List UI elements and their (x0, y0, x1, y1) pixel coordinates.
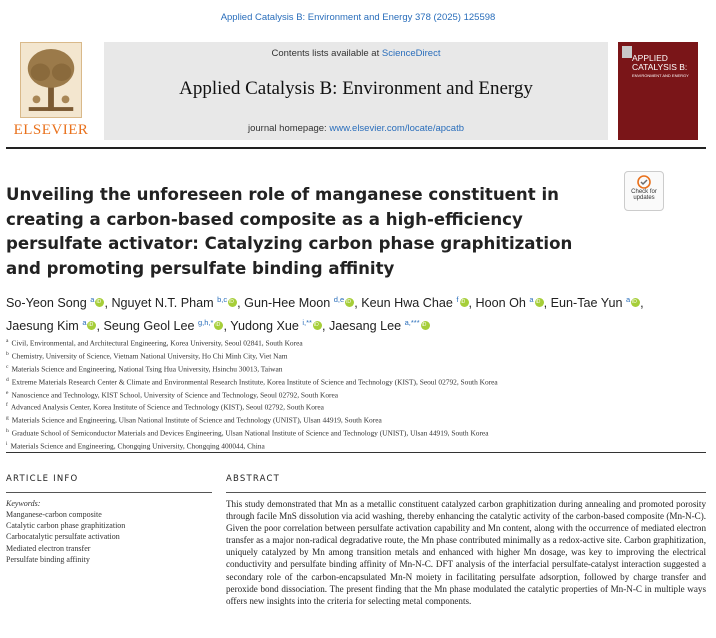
orcid-icon[interactable] (87, 321, 96, 330)
orcid-icon[interactable] (95, 298, 104, 307)
publisher-name: ELSEVIER (13, 122, 89, 138)
affiliation-item (6, 413, 706, 426)
author-name[interactable] (103, 319, 223, 333)
author-name[interactable] (361, 296, 468, 310)
author-list: So-Yeon Song $^a$iD , Nguyet N.T. Pham $^{b,c}$iD , Gun-Hee Moon $^{d,e}$iD , Keun Hwa Chae $^f$iD , Hoon Oh $^a$iD , Eun-Tae Yun $^a$iD , Jaesung Kim $^a$iD , Seung Geol Lee $^{g,h,*}$iD , Yudong Xue $^{i,**}$iD , Jaesang Lee $^{a,***}$iD (6, 290, 706, 336)
tree-logo-icon (20, 42, 82, 118)
author-name-text: Gun-Hee Moon (244, 296, 331, 311)
affiliation-text: Materials Science and Engineering, Ulsan National Institute of Science and Technology (UNIST), Ulsan 44919, South Korea (11, 415, 382, 425)
author-name[interactable] (329, 319, 430, 333)
cover-title-main: APPLIED CATALYSIS B: (632, 53, 688, 72)
affiliation-list (6, 336, 706, 452)
journal-reference-link[interactable]: Applied Catalysis B: Environment and Energy 378 (2025) 125598 (220, 12, 496, 23)
orcid-icon[interactable] (313, 321, 322, 330)
affiliation-text: Extreme Materials Research Center & Climate and Environmental Research Institute, Korea Institute of Science and Technology (KIST), Seoul 02792, South Korea (11, 377, 498, 387)
orcid-icon[interactable] (421, 321, 430, 330)
journal-masthead (6, 38, 706, 142)
contents-prefix: Contents lists available at (271, 48, 380, 59)
affiliation-key: d (6, 376, 9, 383)
homepage-link[interactable]: www.elsevier.com/locate/apcatb (329, 123, 464, 134)
orcid-icon[interactable] (535, 298, 544, 307)
author-name[interactable] (476, 296, 544, 310)
author-name-text: Yudong Xue (230, 319, 299, 334)
orcid-icon[interactable] (214, 321, 223, 330)
affiliation-text: Chemistry, University of Science, Vietnam National University, Ho Chi Minh City, Viet Nam (11, 351, 288, 361)
orcid-icon[interactable] (228, 298, 237, 307)
orcid-icon[interactable] (460, 298, 469, 307)
author-name-text: Nguyet N.T. Pham (111, 296, 214, 311)
author-name-text: Jaesung Kim (6, 319, 79, 334)
affiliation-key: a (6, 338, 9, 344)
author-name-text: Jaesang Lee (328, 319, 402, 334)
affiliation-key: h (6, 428, 9, 435)
affiliation-key: c (6, 363, 9, 370)
keyword-item: Mediated electron transfer (6, 543, 91, 553)
journal-title[interactable]: Applied Catalysis B: Environment and Energy (179, 78, 533, 99)
keywords-label: Keywords: (6, 499, 41, 508)
journal-header-panel (104, 42, 608, 140)
affiliation-key: i (6, 441, 8, 447)
author-affiliation-marker[interactable]: a (90, 295, 95, 304)
abstract-heading: ABSTRACT (226, 474, 281, 484)
affiliation-item (6, 439, 706, 452)
cover-title (632, 54, 694, 78)
affiliation-divider (6, 452, 706, 453)
affiliation-text: Nanoscience and Technology, KIST School, University of Science and Technology, Seoul 02792, South Korea (11, 389, 339, 399)
abstract-text: This study demonstrated that Mn as a metallic constituent catalyzed carbon graphitization during annealing and promoted porosity through facile MnS dissolution via acid washing, thereby enhancing the catalytic activity of the carbon-based composite (Mn-N-C). Given the poor correlation between persulfate activation capability and Mn content, along with the occurrence of mediated electron transfer as a major non-radical degradative route, the Mn phase contributed minimally as a redox-active site. Carbon graphitization, uniquely catalyzed by Mn among transition metals and enhanced with higher Mn dosage, was key to improving the electrical conductivity and persulfate binding affinity of Mn-N-C. DFT analysis of the interfacial persulfate-catalyst interaction suggested a secondary role of the carbon-encapsulated Mn-N moiety in facilitating persulfate adsorption, followed by charge transfer and peroxide bond dissociation. The present finding that the Mn phase modulated the catalytic properties of Mn-N-C in multiple ways offers new insights into the criteria for selecting metal components. (226, 499, 706, 606)
keyword-item: Manganese-carbon composite (6, 510, 102, 519)
author-affiliation-marker[interactable]: a (529, 295, 534, 304)
author-affiliation-marker[interactable]: f (456, 295, 459, 304)
cover-badge-icon (622, 46, 632, 58)
author-affiliation-marker[interactable]: a,*** (404, 318, 420, 328)
check-updates-icon (635, 175, 653, 189)
affiliation-text: Graduate School of Semiconductor Materials and Devices Engineering, Ulsan National Institute of Science and Technology (UNIST), Ulsan 44919, South Korea (11, 428, 489, 438)
author-affiliation-marker[interactable]: d,e (333, 295, 345, 304)
author-affiliation-marker[interactable]: b,c (217, 295, 228, 304)
affiliation-item (6, 375, 706, 388)
author-affiliation-marker[interactable]: g,h,* (198, 318, 214, 328)
author-name[interactable] (230, 319, 322, 333)
abstract-section (226, 474, 706, 607)
article-info-section (6, 474, 212, 565)
affiliation-item (6, 426, 706, 439)
affiliation-text: Materials Science and Engineering, Chongqing University, Chongqing 400044, China (10, 441, 265, 451)
orcid-icon[interactable] (345, 298, 354, 307)
article-title: Unveiling the unforeseen role of manganese constituent in creating a carbon-based composite as a high-efficiency persulfate activator: Catalyzing carbon phase graphitization and promoting persulfate binding affinity (6, 185, 573, 278)
author-name[interactable] (244, 296, 354, 310)
abstract-rule (226, 492, 706, 493)
orcid-icon[interactable] (631, 298, 640, 307)
keyword-item: Carbocatalytic persulfate activation (6, 532, 120, 542)
keyword-item: Catalytic carbon phase graphitization (6, 521, 126, 531)
affiliation-item (6, 362, 706, 375)
keyword-item: Persulfate binding affinity (6, 554, 90, 564)
journal-cover-thumbnail[interactable] (618, 42, 698, 140)
author-name-text: Hoon Oh (475, 296, 526, 311)
affiliation-text: Civil, Environmental, and Architectural Engineering, Korea University, Seoul 02841, South Korea (11, 338, 303, 348)
author-affiliation-marker[interactable]: a (625, 295, 631, 304)
affiliation-text: Materials Science and Engineering, National Tsing Hua University, Hsinchu 30013, Taiwan (11, 364, 283, 374)
keyword-list (6, 509, 212, 565)
author-name[interactable] (6, 296, 104, 310)
author-name-text: Keun Hwa Chae (361, 296, 453, 311)
author-name[interactable] (6, 319, 96, 333)
affiliation-item (6, 388, 706, 401)
affiliation-key: e (6, 389, 9, 396)
homepage-prefix: journal homepage: (248, 123, 327, 134)
masthead-divider (6, 147, 706, 149)
affiliation-item (6, 349, 706, 362)
article-info-heading: ARTICLE INFO (6, 474, 79, 484)
author-name-text: Seung Geol Lee (103, 319, 195, 334)
author-affiliation-marker[interactable]: a (82, 318, 87, 328)
author-name[interactable] (551, 296, 641, 310)
author-name-text: So-Yeon Song (6, 296, 87, 311)
affiliation-text: Advanced Analysis Center, Korea Institute of Science and Technology (KIST), Seoul 02792, South Korea (10, 402, 324, 412)
article-info-rule (6, 492, 212, 493)
affiliation-item (6, 400, 706, 413)
author-affiliation-marker[interactable]: i,** (302, 318, 312, 328)
contents-line (104, 48, 608, 59)
author-name-text: Eun-Tae Yun (550, 296, 623, 311)
publisher-logo[interactable] (6, 38, 96, 142)
cover-title-sub: ENVIRONMENT AND ENERGY (632, 72, 689, 78)
author-name[interactable] (111, 296, 237, 310)
check-for-updates-button[interactable] (624, 171, 664, 211)
check-updates-label: Check for updates (631, 189, 657, 202)
affiliation-item (6, 336, 706, 349)
journal-homepage-line (104, 123, 608, 134)
sciencedirect-link[interactable]: ScienceDirect (381, 48, 441, 59)
affiliation-key: f (6, 402, 8, 409)
affiliation-key: g (6, 415, 9, 422)
affiliation-key: b (6, 350, 9, 357)
